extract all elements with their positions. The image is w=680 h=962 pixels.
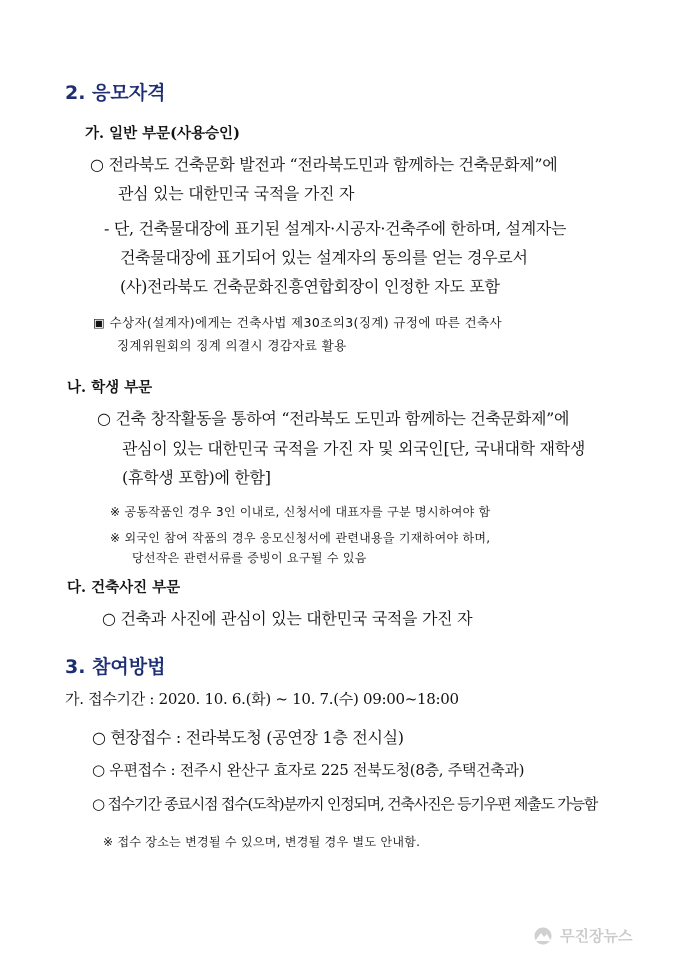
- submission-location-note: ※ 접수 장소는 변경될 수 있으며, 변경될 경우 별도 안내함.: [103, 835, 421, 849]
- student-note-2-line-2: 당선작은 관련서류를 증빙이 요구될 수 있음: [132, 551, 367, 565]
- student-eligibility-line-3: (휴학생 포함)에 한함]: [122, 468, 271, 487]
- photo-category-heading: 다. 건축사진 부문: [67, 579, 181, 596]
- mail-submission: ○ 우편접수 : 전주시 완산구 효자로 225 전북도청(8층, 주택건축과): [92, 761, 525, 779]
- student-eligibility-line-1: ○ 건축 창작활동을 통하여 “전라북도 도민과 함께하는 건축문화제”에: [97, 409, 570, 428]
- student-note-2-line-1: ※ 외국인 참여 작품의 경우 응모신청서에 관련내용을 기재하여야 하며,: [110, 531, 491, 545]
- student-note-1: ※ 공동작품인 경우 3인 이내로, 신청서에 대표자를 구분 명시하여야 함: [110, 505, 491, 519]
- general-condition-line-3: (사)전라북도 건축문화진흥연합회장이 인정한 자도 포함: [120, 277, 500, 296]
- section-2-title: 2. 응모자격: [65, 82, 166, 104]
- general-eligibility-line-2: 관심 있는 대한민국 국적을 가진 자: [118, 184, 355, 203]
- mountain-icon: [532, 927, 554, 945]
- watermark-text: 무진장뉴스: [560, 927, 633, 945]
- section-3-title: 3. 참여방법: [65, 656, 166, 678]
- student-eligibility-line-2: 관심이 있는 대한민국 국적을 가진 자 및 외국인[단, 국내대학 재학생: [122, 439, 586, 458]
- onsite-submission: ○ 현장접수 : 전라북도청 (공연장 1층 전시실): [92, 728, 404, 747]
- submission-period: 가. 접수기간 : 2020. 10. 6.(화) ~ 10. 7.(수) 09:00~18:00: [65, 690, 459, 708]
- general-eligibility-line-1: ○ 전라북도 건축문화 발전과 “전라북도민과 함께하는 건축문화제”에: [90, 155, 558, 174]
- student-category-heading: 나. 학생 부문: [67, 379, 153, 396]
- general-condition-line-2: 건축물대장에 표기되어 있는 설계자의 동의를 얻는 경우로서: [120, 248, 528, 267]
- photo-eligibility-line: ○ 건축과 사진에 관심이 있는 대한민국 국적을 가진 자: [102, 609, 473, 628]
- general-note-line-2: 징계위원회의 징계 의결시 경감자료 활용: [117, 338, 347, 353]
- general-condition-line-1: - 단, 건축물대장에 표기된 설계자·시공자·건축주에 한하며, 설계자는: [104, 219, 567, 238]
- general-category-heading: 가. 일반 부문(사용승인): [85, 125, 240, 142]
- watermark-logo: [532, 925, 632, 946]
- submission-deadline-note: ○ 접수기간 종료시점 접수(도착)분까지 인정되며, 건축사진은 등기우편 제출도 가능함: [92, 795, 598, 813]
- general-note-line-1: ▣ 수상자(설계자)에게는 건축사법 제30조의3(징계) 규정에 따른 건축사: [93, 315, 502, 330]
